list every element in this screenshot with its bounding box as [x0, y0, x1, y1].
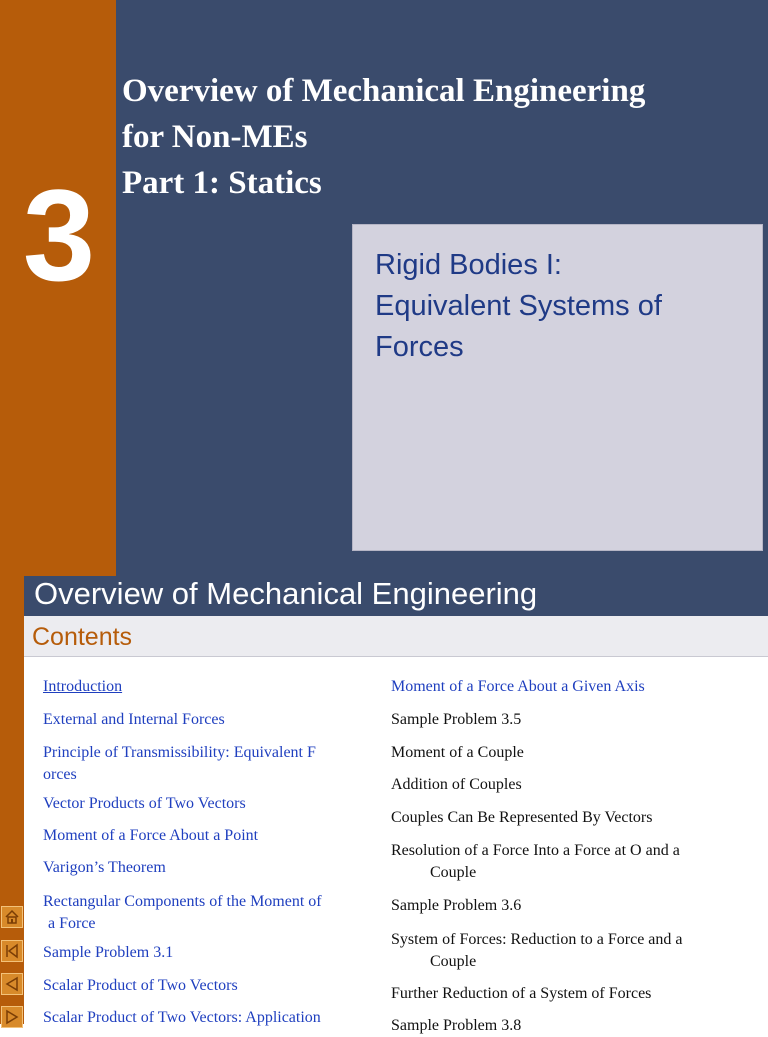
toc-link-rectangular-components[interactable]: Rectangular Components of the Moment of: [43, 893, 322, 910]
toc-item-further-reduction: Further Reduction of a System of Forces: [391, 985, 652, 1002]
slide1-subtitle: [375, 245, 755, 368]
chapter-number: 3: [22, 162, 96, 308]
toc-item-sample-problem-3-5: Sample Problem 3.5: [391, 711, 522, 728]
toc-item-sample-problem-3-6: Sample Problem 3.6: [391, 897, 522, 914]
toc-item-resolution-of-force-cont: Couple: [430, 864, 477, 881]
slide1-subtitle-line: Rigid Bodies I:: [375, 249, 562, 281]
toc-link-principle-of-transmissibility[interactable]: Principle of Transmissibility: Equivalent F: [43, 744, 316, 761]
slide1-title-line: for Non-MEs: [122, 119, 308, 155]
previous-icon: [4, 976, 20, 992]
toc-item-system-of-forces: System of Forces: Reduction to a Force and a: [391, 931, 683, 948]
slide1-subtitle-box: [352, 224, 763, 551]
slide1-subtitle-line: Forces: [375, 331, 464, 363]
toc-item-sample-problem-3-8: Sample Problem 3.8: [391, 1017, 522, 1034]
toc-link-external-internal-forces[interactable]: External and Internal Forces: [43, 711, 225, 728]
toc-link-rectangular-components-cont[interactable]: a Force: [48, 915, 96, 932]
toc-link-sample-problem-3-1[interactable]: Sample Problem 3.1: [43, 944, 174, 961]
first-page-button[interactable]: [1, 940, 23, 962]
toc-link-scalar-product-application[interactable]: Scalar Product of Two Vectors: Application: [43, 1009, 321, 1026]
previous-button[interactable]: [1, 973, 23, 995]
toc-link-vector-products[interactable]: Vector Products of Two Vectors: [43, 795, 246, 812]
toc-item-system-of-forces-cont: Couple: [430, 953, 477, 970]
toc-link-varignons-theorem[interactable]: Varigon’s Theorem: [43, 859, 166, 876]
toc-item-resolution-of-force: Resolution of a Force Into a Force at O and a: [391, 842, 680, 859]
toc-link-scalar-product[interactable]: Scalar Product of Two Vectors: [43, 977, 238, 994]
toc-item-moment-of-couple: Moment of a Couple: [391, 744, 524, 761]
slide1-subtitle-line: Equivalent Systems of: [375, 290, 662, 322]
home-button[interactable]: [1, 906, 23, 928]
first-page-icon: [4, 943, 20, 959]
toc-link-principle-of-transmissibility-cont[interactable]: orces: [43, 766, 77, 783]
slide2-header-title: Overview of Mechanical Engineering: [34, 576, 538, 611]
toc-item-addition-of-couples: Addition of Couples: [391, 776, 522, 793]
toc-link-moment-about-axis[interactable]: Moment of a Force About a Given Axis: [391, 678, 645, 695]
toc-link-introduction[interactable]: Introduction: [43, 678, 123, 695]
home-icon: [4, 909, 20, 925]
next-icon: [4, 1009, 20, 1025]
toc-link-moment-about-point[interactable]: Moment of a Force About a Point: [43, 827, 259, 844]
slide1-title: [122, 68, 762, 206]
next-button[interactable]: [1, 1006, 23, 1028]
toc-item-couples-as-vectors: Couples Can Be Represented By Vectors: [391, 809, 653, 826]
contents-heading: Contents: [32, 623, 133, 651]
slide1-title-line: Part 1: Statics: [122, 165, 322, 201]
contents-band: [24, 616, 768, 657]
slide1-title-line: Overview of Mechanical Engineering: [122, 73, 646, 109]
